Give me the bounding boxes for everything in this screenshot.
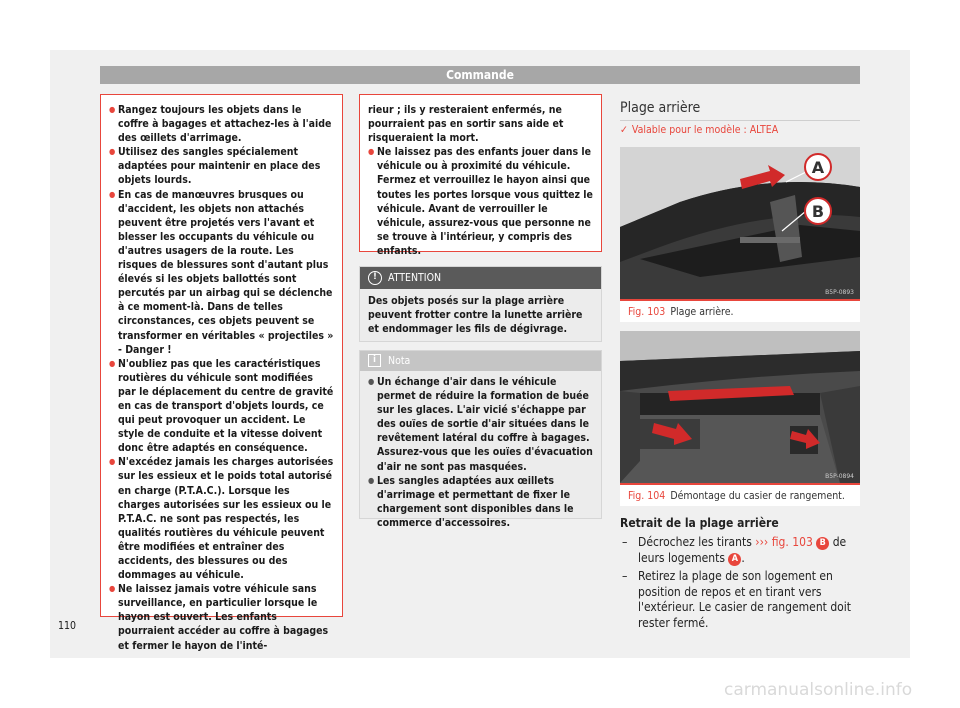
validity-text: Valable pour le modèle : ALTEA: [631, 124, 779, 136]
figure-code: B5P-0894: [825, 473, 854, 480]
attention-title: ATTENTION: [388, 272, 442, 284]
info-icon: i: [368, 354, 381, 367]
warning-item: ● En cas de manœuvres brusques ou d'accident, les objets non attachés peuvent être projetés vers l'avant et blesser les occupants du véhicule ou d'autres usagers de la route. Les risques de blessures sont d'autant plus élevés si les objets ballottés sont percutés par un airbag qui se déclenche à ce moment-là. Dans de telles circonstances, ces objets peuvent se transformer en véritables « projectiles » - Danger !: [109, 188, 334, 357]
page-number: 110: [58, 620, 77, 632]
note-title: Nota: [388, 355, 411, 367]
warning-box-left: [100, 94, 343, 652]
warning-item: ● Utilisez des sangles spécialement adaptées pour maintenir en place des objets lourds.: [109, 145, 334, 187]
caption-text: Plage arrière.: [670, 306, 734, 318]
note-item: ● Un échange d'air dans le véhicule permet de réduire la formation de buée sur les glaces. L'air vicié s'échappe par des ouïes de sortie d'air situées dans le revêtement latéral du coffre à bagages. Assurez-vous que les ouïes d'évacuation d'air ne sont pas masquées.: [368, 375, 593, 474]
warning-item: ● N'oubliez pas que les caractéristiques routières du véhicule sont modifiées par le déplacement du centre de gravité en cas de transport d'objets lourds, ce qui peut provoquer un accident. Le style de conduite et la vitesse doivent donc être adaptés en conséquence.: [109, 357, 334, 456]
warning-list: [368, 145, 593, 258]
warning-item: ● Ne laissez jamais votre véhicule sans surveillance, en particulier lorsque le hayon est ouvert. Les enfants pourraient accéder au coffre à bagages et fermer le hayon de l'inté-: [109, 582, 334, 652]
note-header: [360, 351, 601, 371]
step-text: .: [741, 550, 745, 565]
step-text: de leurs logements: [638, 535, 847, 565]
alert-circle-icon: !: [368, 271, 382, 285]
attention-header: [360, 267, 601, 289]
procedure-step: [620, 535, 860, 566]
procedure-step: – Retirez la plage de son logement en position de repos et en tirant vers l'extérieur. Le casier de rangement doit rester fermé.: [620, 569, 860, 631]
attention-text: Des objets posés sur la plage arrière peuvent frotter contre la lunette arrière et endommager les fils de dégivrage.: [368, 295, 583, 336]
warning-item: ● Rangez toujours les objets dans le coffre à bagages et attachez-les à l'aide des œillets d'arrimage.: [109, 103, 334, 145]
cross-ref-arrows: ›››: [755, 535, 769, 549]
section-title: Plage arrière: [620, 100, 701, 116]
figure-code: B5P-0893: [825, 289, 854, 296]
callout-a: A: [811, 158, 825, 177]
warning-item: ● Ne laissez pas des enfants jouer dans le véhicule ou à proximité du véhicule. Fermez et verrouillez le hayon ainsi que toutes les portes lorsque vous quittez le véhicule. Avant de verrouiller le véhicule, assurez-vous que personne ne se trouve à l'intérieur, y compris des enfants.: [368, 145, 593, 258]
badge-a: A: [728, 553, 741, 566]
note-list: [368, 375, 593, 530]
figure-label: Fig. 104: [628, 490, 666, 502]
procedure-title: Retrait de la plage arrière: [620, 516, 779, 530]
note-box: [359, 350, 602, 529]
storage-compartment-photo: [620, 331, 860, 483]
watermark: carmanualsonline.info: [724, 680, 913, 700]
figure-caption: [620, 483, 860, 506]
validity-note: [620, 124, 778, 136]
page-header: Commande: [100, 66, 860, 84]
attention-box: [359, 266, 602, 342]
figure-label: Fig. 103: [628, 306, 666, 318]
figure-104: [620, 331, 860, 506]
warning-item: ● N'excédez jamais les charges autorisées sur les essieux et le poids total autorisé en charge (P.T.A.C.). Lorsque les charges autorisées sur les essieux ou le P.T.A.C. ne sont pas respectés, les qualités routières du véhicule peuvent être modifiées et entraîner des accidents, des blessures ou des dommages au véhicule.: [109, 455, 334, 582]
figure-caption: [620, 299, 860, 322]
figure-103: [620, 147, 860, 322]
warning-continuation: [360, 95, 601, 258]
callout-b: B: [811, 202, 825, 221]
warning-box-middle: [359, 94, 602, 257]
caption-text: Démontage du casier de rangement.: [670, 490, 845, 502]
badge-b: B: [816, 537, 829, 550]
continuation-text: rieur ; ils y resteraient enfermés, ne pourraient pas en sortir sans aide et risqueraient la mort.: [368, 104, 564, 145]
section-divider: [620, 120, 860, 121]
note-body: [360, 371, 601, 534]
step-text: Décrochez les tirants: [638, 535, 756, 549]
procedure-steps: [620, 535, 860, 634]
figure-reference-link[interactable]: fig. 103: [771, 535, 813, 549]
note-item: ● Les sangles adaptées aux œillets d'arrimage et permettant de fixer le chargement sont disponibles dans le commerce d'accessoires.: [368, 474, 593, 530]
rear-shelf-photo: [620, 147, 860, 299]
checkmark-icon: ✓: [620, 124, 628, 136]
warning-list: [101, 95, 342, 653]
